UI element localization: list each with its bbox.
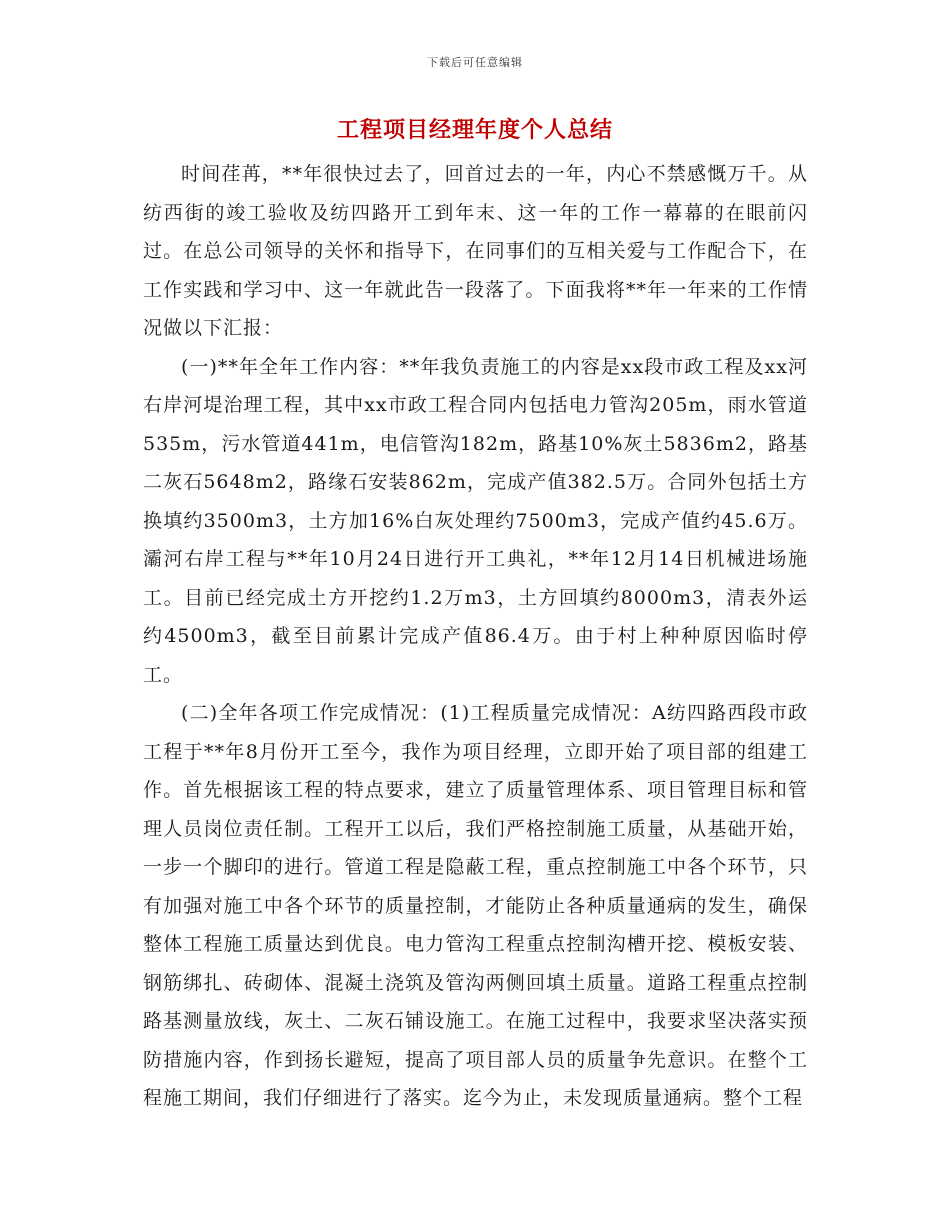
header-note: 下载后可任意编辑 [427,56,523,69]
document-title: 工程项目经理年度个人总结 [336,117,613,143]
document-body [143,155,808,1118]
paragraph-intro: 时间荏苒，**年很快过去了，回首过去的一年，内心不禁感慨万千。从纺西街的竣工验收及纺四路开工到年末、这一年的工作一幕幕的在眼前闪过。在总公司领导的关怀和指导下，在同事们的互相关爱与工作配合下，在工作实践和学习中、这一年就此告一段落了。下面我将**年一年来的工作情况做以下汇报： [143,163,808,339]
paragraph-work-content: (一)**年全年工作内容：**年我负责施工的内容是xx段市政工程及xx河右岸河堤治理工程，其中xx市政工程合同内包括电力管沟205m，雨水管道535m，污水管道441m，电信管沟182m，路基10%灰土5836m2，路基二灰石5648m2，路缘石安装862m，完成产值382.5万。合同外包括土方换填约3500m3，土方加16%白灰处理约7500m3，完成产值约45.6万。灞河右岸工程与**年10月24日进行开工典礼，**年12月14日机械进场施工。目前已经完成土方开挖约1.2万m3，土方回填约8000m3，清表外运约4500m3，截至目前累计完成产值86.4万。由于村上种种原因临时停工。 [143,355,808,686]
paragraph-work-completion: (二)全年各项工作完成情况：(1)工程质量完成情况：A纺四路西段市政工程于**年8月份开工至今，我作为项目经理，立即开始了项目部的组建工作。首先根据该工程的特点要求，建立了质量管理体系、项目管理目标和管理人员岗位责任制。工程开工以后，我们严格控制施工质量，从基础开始，一步一个脚印的进行。管道工程是隐蔽工程，重点控制施工中各个环节，只有加强对施工中各个环节的质量控制，才能防止各种质量通病的发生，确保整体工程施工质量达到优良。电力管沟工程重点控制沟槽开挖、模板安装、钢筋绑扎、砖砌体、混凝土浇筑及管沟两侧回填土质量。道路工程重点控制路基测量放线，灰土、二灰石铺设施工。在施工过程中，我要求坚决落实预防措施内容，作到扬长避短，提高了项目部人员的质量争先意识。在整个工程施工期间，我们仔细进行了落实。迄今为止，未发现质量通病。整个工程 [143,702,808,1109]
